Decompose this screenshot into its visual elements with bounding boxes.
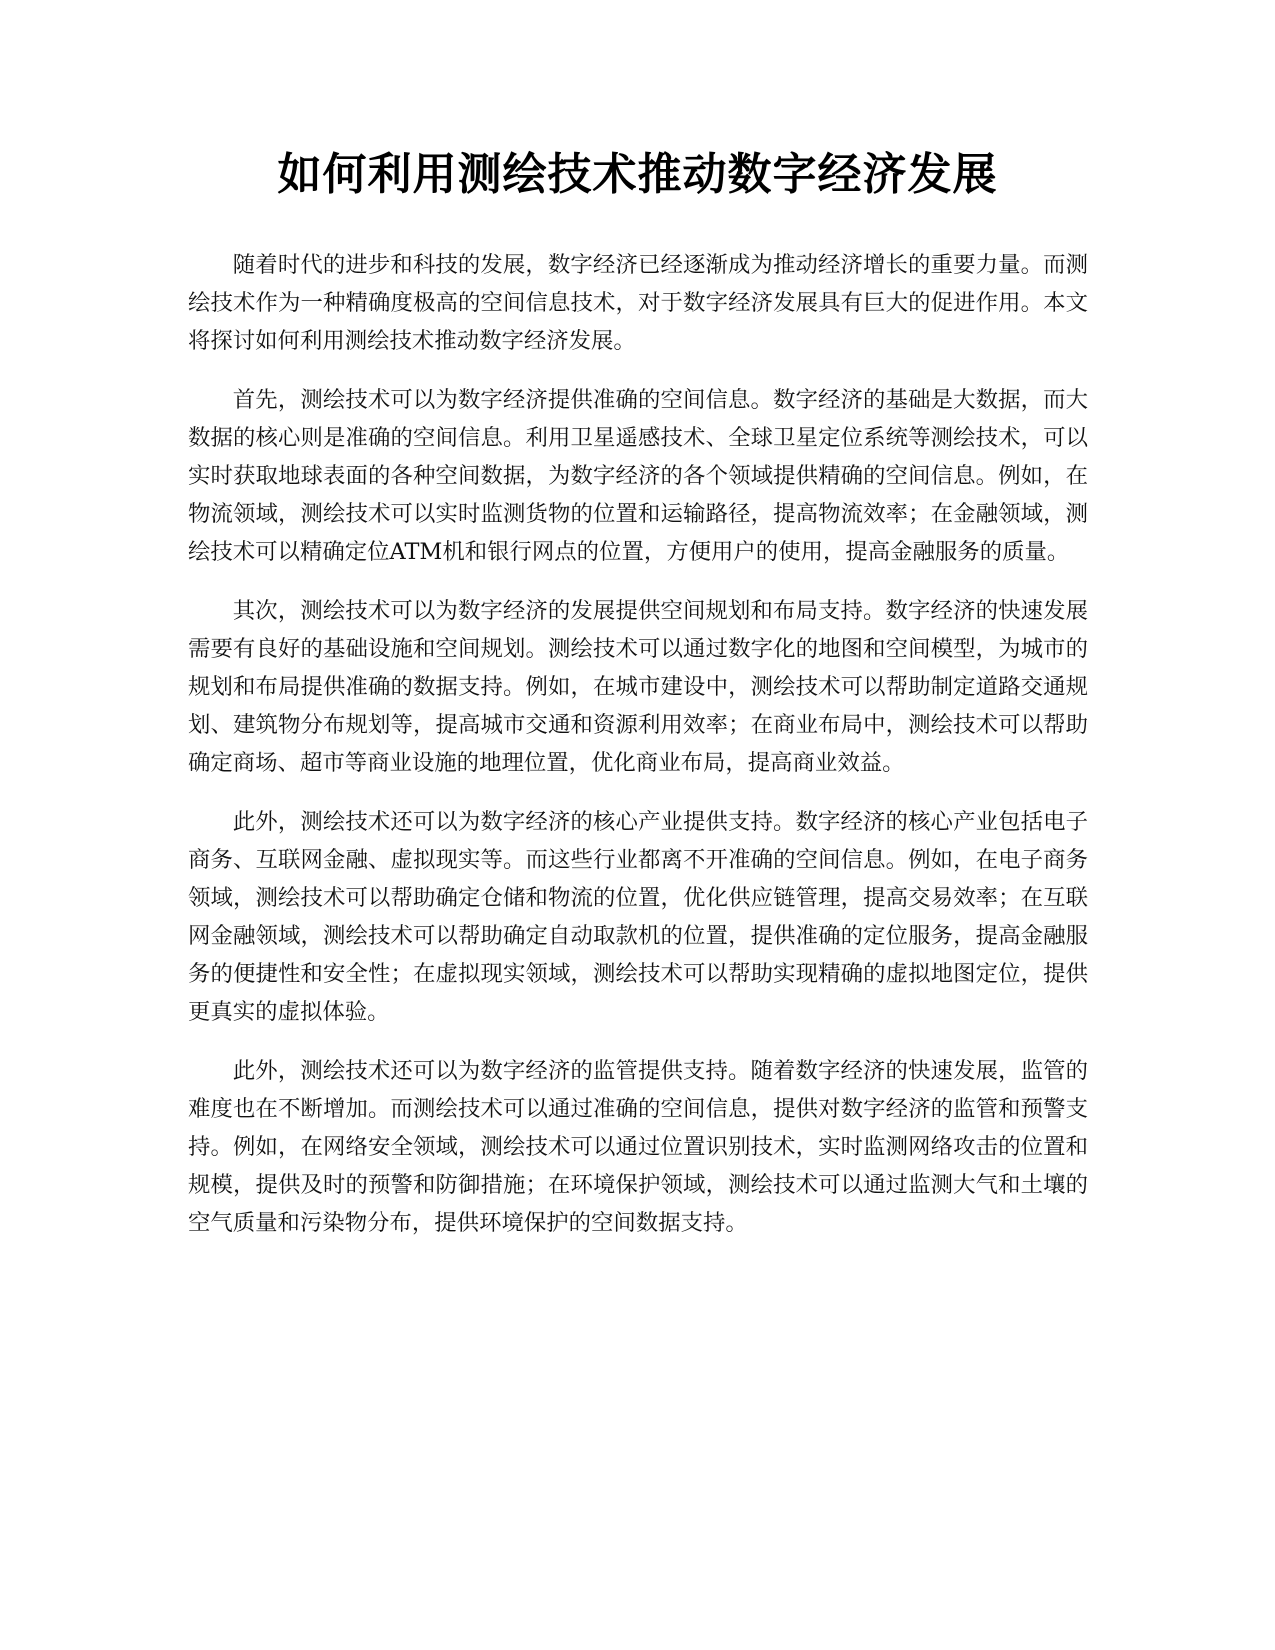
paragraph-spatial-information: 首先，测绘技术可以为数字经济提供准确的空间信息。数字经济的基础是大数据，而大数据的核心则是准确的空间信息。利用卫星遥感技术、全球卫星定位系统等测绘技术，可以实时获取地球表面的各种空间数据，为数字经济的各个领域提供精确的空间信息。例如，在物流领域，测绘技术可以实时监测货物的位置和运输路径，提高物流效率；在金融领域，测绘技术可以精确定位ATM机和银行网点的位置，方便用户的使用，提高金融服务的质量。: [188, 387, 1088, 565]
paragraph-intro: 随着时代的进步和科技的发展，数字经济已经逐渐成为推动经济增长的重要力量。而测绘技术作为一种精确度极高的空间信息技术，对于数字经济发展具有巨大的促进作用。本文将探讨如何利用测绘技术推动数字经济发展。: [188, 252, 1088, 354]
page-title: 如何利用测绘技术推动数字经济发展: [277, 149, 998, 200]
paragraph-core-industries: 此外，测绘技术还可以为数字经济的核心产业提供支持。数字经济的核心产业包括电子商务、互联网金融、虚拟现实等。而这些行业都离不开准确的空间信息。例如，在电子商务领域，测绘技术可以帮助确定仓储和物流的位置，优化供应链管理，提高交易效率；在互联网金融领域，测绘技术可以帮助确定自动取款机的位置，提供准确的定位服务，提高金融服务的便捷性和安全性；在虚拟现实领域，测绘技术可以帮助实现精确的虚拟地图定位，提供更真实的虚拟体验。: [188, 809, 1088, 1025]
paragraph-regulation: 此外，测绘技术还可以为数字经济的监管提供支持。随着数字经济的快速发展，监管的难度也在不断增加。而测绘技术可以通过准确的空间信息，提供对数字经济的监管和预警支持。例如，在网络安全领域，测绘技术可以通过位置识别技术，实时监测网络攻击的位置和规模，提供及时的预警和防御措施；在环境保护领域，测绘技术可以通过监测大气和土壤的空气质量和污染物分布，提供环境保护的空间数据支持。: [188, 1058, 1088, 1236]
document-body: [188, 246, 1088, 1263]
paragraph-planning-layout: 其次，测绘技术可以为数字经济的发展提供空间规划和布局支持。数字经济的快速发展需要有良好的基础设施和空间规划。测绘技术可以通过数字化的地图和空间模型，为城市的规划和布局提供准确的数据支持。例如，在城市建设中，测绘技术可以帮助制定道路交通规划、建筑物分布规划等，提高城市交通和资源利用效率；在商业布局中，测绘技术可以帮助确定商场、超市等商业设施的地理位置，优化商业布局，提高商业效益。: [188, 598, 1088, 776]
